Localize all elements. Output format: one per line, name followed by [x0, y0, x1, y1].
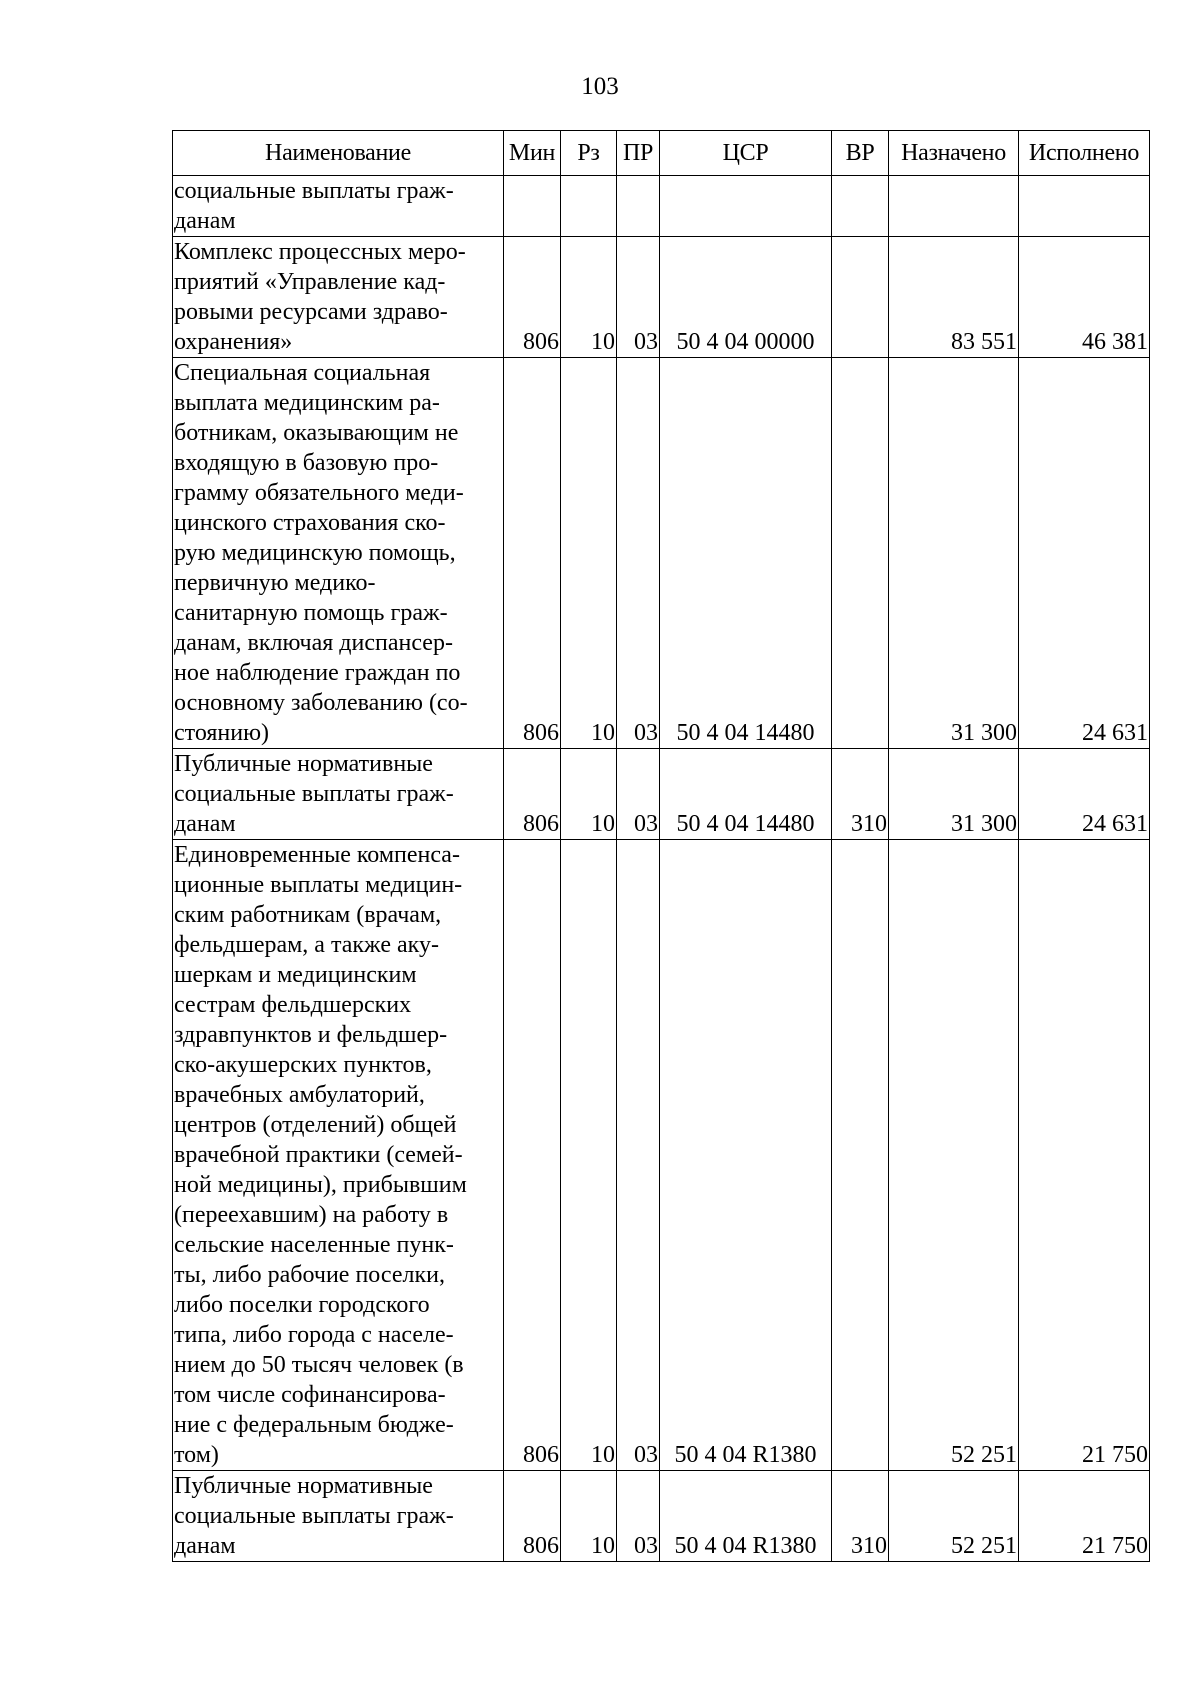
- header-vr: ВР: [832, 131, 889, 176]
- cell-csr: [660, 176, 832, 237]
- table-row: [173, 176, 1150, 237]
- cell-pr: 03: [617, 237, 660, 358]
- cell-vr: [832, 840, 889, 1471]
- cell-executed: 21 750: [1019, 1471, 1150, 1562]
- cell-executed: 46 381: [1019, 237, 1150, 358]
- cell-min: 806: [504, 237, 561, 358]
- cell-executed: 21 750: [1019, 840, 1150, 1471]
- cell-pr: 03: [617, 358, 660, 749]
- cell-name: Единовременные компенса- ционные выплаты медицин- ским работникам (врачам, фельдшерам, а также аку- шеркам и медицинским сестрам фельдшерских здравпунктов и фельдшер- ско-акушерских пунктов, врачебных амбулаторий, центров (отделений) общей врачебной практики (семей- ной медицины), прибывшим (переехавшим) на работу в сельские населенные пунк- ты, либо рабочие поселки, либо поселки городского типа, либо города с населе- нием до 50 тысяч человек (в том числе софинансирова- ние с федеральным бюдже- том): [173, 840, 504, 1471]
- cell-csr: 50 4 04 14480: [660, 749, 832, 840]
- cell-name: Специальная социальная выплата медицинским ра- ботникам, оказывающим не входящую в базовую про- грамму обязательного меди- цинского страхования ско- рую медицинскую помощь, первичную медико- санитарную помощь граж- данам, включая диспансер- ное наблюдение граждан по основному заболеванию (со- стоянию): [173, 358, 504, 749]
- header-pr: ПР: [617, 131, 660, 176]
- cell-name: Комплекс процессных меро- приятий «Управление кад- ровыми ресурсами здраво- охранения»: [173, 237, 504, 358]
- cell-min: 806: [504, 840, 561, 1471]
- table-row: [173, 840, 1150, 1471]
- cell-pr: 03: [617, 840, 660, 1471]
- table-row: [173, 237, 1150, 358]
- cell-rz: [561, 176, 617, 237]
- table-body: [173, 176, 1150, 1562]
- cell-pr: 03: [617, 749, 660, 840]
- cell-min: 806: [504, 749, 561, 840]
- cell-rz: 10: [561, 358, 617, 749]
- page-number: 103: [581, 73, 619, 100]
- cell-assigned: [889, 176, 1019, 237]
- cell-rz: 10: [561, 840, 617, 1471]
- cell-name: социальные выплаты граж- данам: [173, 176, 504, 237]
- header-row: [173, 131, 1150, 176]
- cell-min: [504, 176, 561, 237]
- cell-executed: [1019, 176, 1150, 237]
- cell-pr: [617, 176, 660, 237]
- cell-csr: 50 4 04 14480: [660, 358, 832, 749]
- cell-rz: 10: [561, 237, 617, 358]
- cell-executed: 24 631: [1019, 749, 1150, 840]
- header-assigned: Назначено: [889, 131, 1019, 176]
- cell-assigned: 52 251: [889, 840, 1019, 1471]
- cell-vr: [832, 237, 889, 358]
- cell-rz: 10: [561, 1471, 617, 1562]
- cell-min: 806: [504, 358, 561, 749]
- cell-name: Публичные нормативные социальные выплаты граж- данам: [173, 1471, 504, 1562]
- header-executed: Исполнено: [1019, 131, 1150, 176]
- cell-rz: 10: [561, 749, 617, 840]
- cell-vr: 310: [832, 749, 889, 840]
- table-row: [173, 358, 1150, 749]
- cell-assigned: 52 251: [889, 1471, 1019, 1562]
- cell-csr: 50 4 04 R1380: [660, 1471, 832, 1562]
- table-row: [173, 1471, 1150, 1562]
- cell-assigned: 31 300: [889, 358, 1019, 749]
- cell-csr: 50 4 04 00000: [660, 237, 832, 358]
- budget-table: [172, 130, 1150, 1562]
- table-row: [173, 749, 1150, 840]
- cell-pr: 03: [617, 1471, 660, 1562]
- cell-vr: 310: [832, 1471, 889, 1562]
- cell-assigned: 31 300: [889, 749, 1019, 840]
- cell-vr: [832, 358, 889, 749]
- header-rz: Рз: [561, 131, 617, 176]
- cell-min: 806: [504, 1471, 561, 1562]
- cell-assigned: 83 551: [889, 237, 1019, 358]
- cell-name: Публичные нормативные социальные выплаты граж- данам: [173, 749, 504, 840]
- header-name: Наименование: [173, 131, 504, 176]
- header-min: Мин: [504, 131, 561, 176]
- cell-executed: 24 631: [1019, 358, 1150, 749]
- cell-vr: [832, 176, 889, 237]
- cell-csr: 50 4 04 R1380: [660, 840, 832, 1471]
- header-csr: ЦСР: [660, 131, 832, 176]
